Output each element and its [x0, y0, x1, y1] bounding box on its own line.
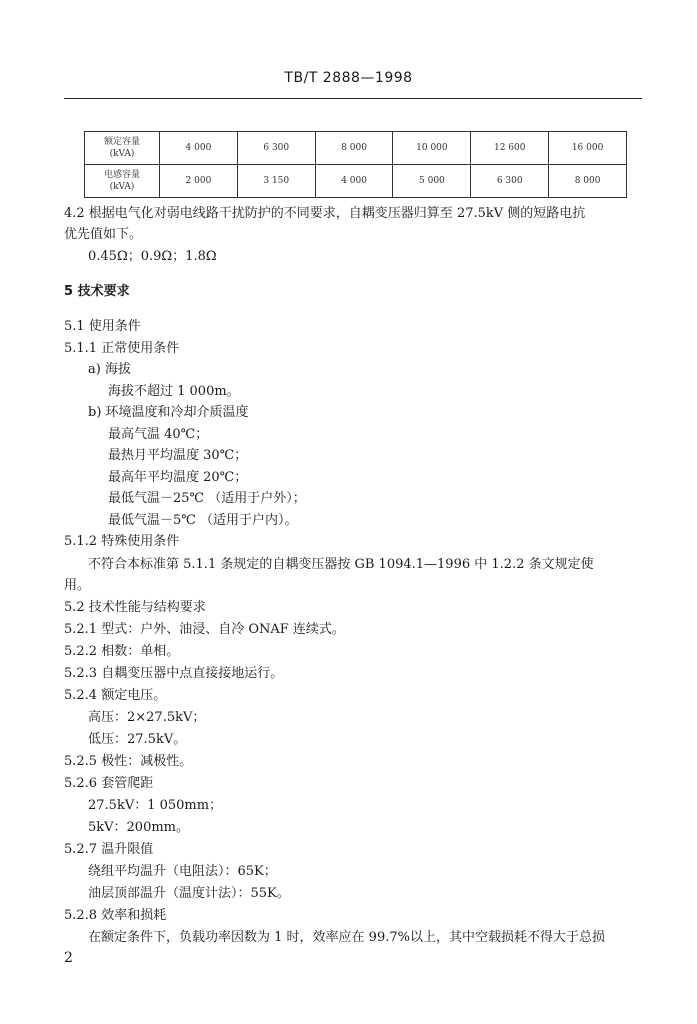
clause-5-2-3: 5.2.3 自耦变压器中点直接接地运行。 — [64, 666, 284, 681]
table-cell: 2 000 — [160, 165, 238, 198]
clause-5-1-2: 5.1.2 特殊使用条件 — [64, 534, 180, 549]
row-header-line: 电感容量 — [103, 170, 140, 180]
creepage-27-5kv: 27.5kV：1 050mm； — [88, 798, 223, 813]
table-cell: 5 000 — [393, 165, 471, 198]
clause-5-2: 5.2 技术性能与结构要求 — [64, 600, 206, 615]
temp-min-indoor: 最低气温－5℃ （适用于户内）。 — [108, 513, 298, 528]
table-cell: 6 300 — [471, 165, 549, 198]
temp-min-outdoor: 最低气温－25℃ （适用于户外）； — [108, 491, 306, 506]
oil-temp-rise: 油层顶部温升（温度计法）：55K。 — [88, 886, 290, 901]
clause-5-2-4: 5.2.4 额定电压。 — [64, 688, 167, 703]
table-cell: 16 000 — [549, 132, 627, 165]
special-conditions: 不符合本标准第 5.1.1 条规定的自耦变压器按 GB 1094.1—1996 中 1.2.2 条文规定使 — [88, 557, 594, 572]
header-rule — [64, 98, 642, 99]
temp-max: 最高气温 40℃； — [108, 427, 209, 442]
clause-5-2-5: 5.2.5 极性：减极性。 — [64, 754, 193, 769]
table-row — [85, 165, 627, 198]
table-row — [85, 132, 627, 165]
clause-5-2-2: 5.2.2 相数：单相。 — [64, 644, 180, 659]
row-header-inductive-capacity — [85, 165, 160, 198]
page-number: 2 — [64, 950, 73, 966]
clause-5-2-8: 5.2.8 效率和损耗 — [64, 908, 167, 923]
table-cell: 10 000 — [393, 132, 471, 165]
table-cell: 4 000 — [160, 132, 238, 165]
item-a: a) 海拔 — [88, 362, 131, 377]
row-header-rated-capacity — [85, 132, 160, 165]
item-b: b) 环境温度和冷却介质温度 — [88, 405, 249, 420]
special-conditions-cont: 用。 — [64, 578, 91, 593]
clause-5-1-1: 5.1.1 正常使用条件 — [64, 341, 180, 356]
row-header-unit: (kVA) — [109, 182, 135, 192]
table-cell: 12 600 — [471, 132, 549, 165]
clause-4-2-cont: 优先值如下。 — [64, 227, 143, 242]
clause-5-2-6: 5.2.6 套管爬距 — [64, 776, 154, 791]
reactance-values: 0.45Ω；0.9Ω；1.8Ω — [88, 249, 217, 264]
table-cell: 3 150 — [237, 165, 315, 198]
section-5-heading: 5 技术要求 — [64, 284, 130, 299]
clause-4-2: 4.2 根据电气化对弱电线路干扰防护的不同要求，自耦变压器归算至 27.5kV 侧的短路电抗 — [64, 206, 586, 221]
low-voltage: 低压：27.5kV。 — [88, 732, 187, 747]
table-cell: 8 000 — [549, 165, 627, 198]
clause-5-2-7: 5.2.7 温升限值 — [64, 842, 154, 857]
table-cell: 4 000 — [315, 165, 393, 198]
table-cell: 6 300 — [237, 132, 315, 165]
row-header-unit: (kVA) — [109, 149, 135, 159]
creepage-5kv: 5kV：200mm。 — [88, 820, 190, 835]
temp-hottest-month: 最热月平均温度 30℃； — [108, 448, 248, 463]
page-header-code: TB/T 2888—1998 — [284, 70, 413, 86]
high-voltage: 高压：2×27.5kV； — [88, 710, 206, 725]
altitude-text: 海拔不超过 1 000m。 — [108, 384, 240, 399]
temp-max-annual: 最高年平均温度 20℃； — [108, 470, 248, 485]
clause-5-1: 5.1 使用条件 — [64, 319, 141, 334]
row-header-line: 额定容量 — [103, 137, 140, 147]
clause-5-2-1: 5.2.1 型式：户外、油浸、自冷 ONAF 连续式。 — [64, 622, 345, 637]
winding-temp-rise: 绕组平均温升（电阻法）：65K； — [88, 864, 277, 879]
capacity-table — [84, 131, 627, 198]
efficiency-text: 在额定条件下，负载功率因数为 1 时，效率应在 99.7%以上，其中空载损耗不得大于总损 — [88, 930, 605, 945]
table-cell: 8 000 — [315, 132, 393, 165]
